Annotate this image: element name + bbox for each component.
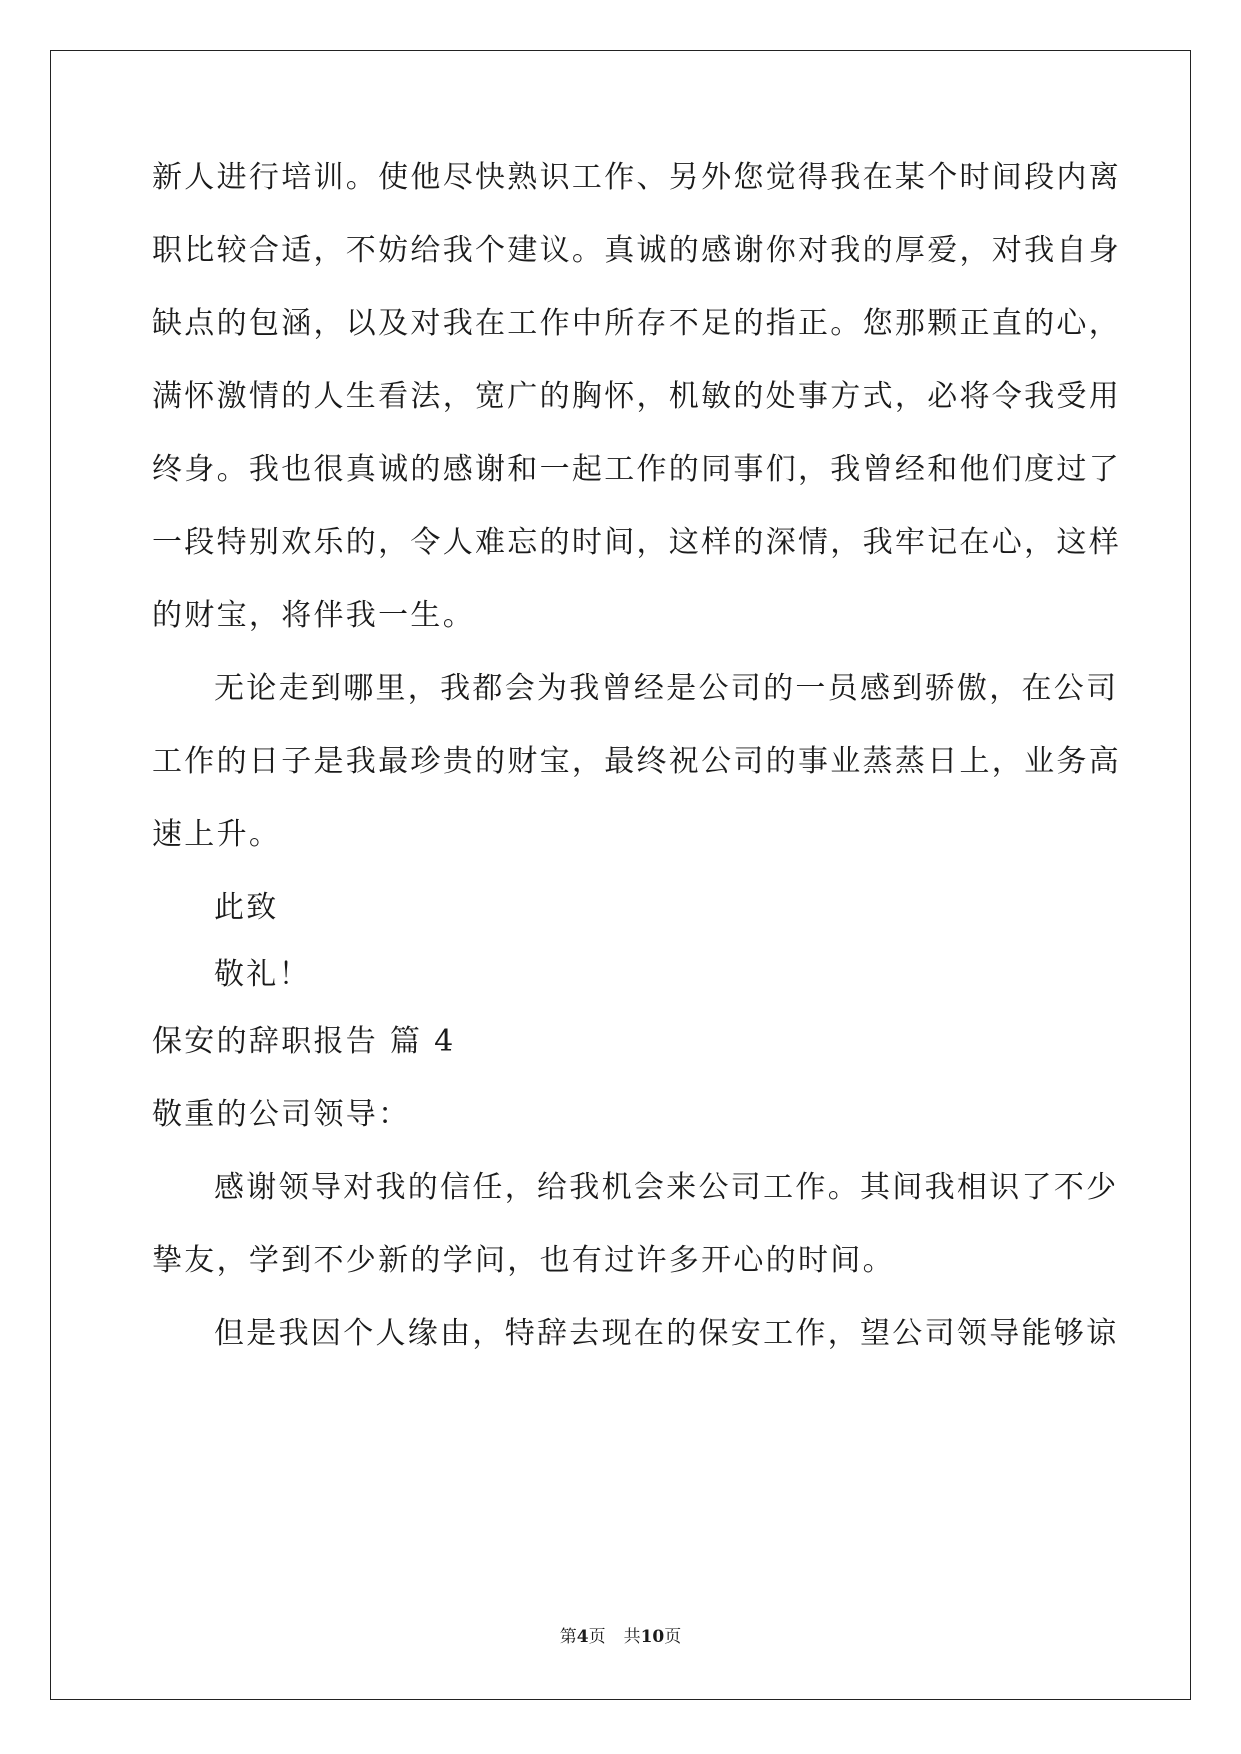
section-heading: 保安的辞职报告 篇 4 — [152, 1024, 456, 1059]
page-suffix: 页 — [588, 1627, 606, 1647]
page-border — [50, 50, 1191, 1700]
body-line: 的财宝，将伴我一生。 — [152, 598, 475, 633]
body-line: 新人进行培训。使他尽快熟识工作、另外您觉得我在某个时间段内离 — [152, 160, 1121, 195]
body-line: 挚友，学到不少新的学问，也有过许多开心的时间。 — [152, 1243, 895, 1278]
paragraph-start-line: 无论走到哪里，我都会为我曾经是公司的一员感到骄傲，在公司 — [214, 671, 1119, 706]
total-suffix: 页 — [664, 1627, 682, 1647]
page-footer — [0, 1627, 1241, 1647]
page-prefix: 第 — [559, 1627, 577, 1647]
closing-regards: 敬礼！ — [214, 957, 311, 992]
body-line: 满怀激情的人生看法，宽广的胸怀，机敏的处事方式，必将令我受用 — [152, 379, 1121, 414]
body-line: 一段特别欢乐的，令人难忘的时间，这样的深情，我牢记在心，这样 — [152, 525, 1121, 560]
total-pages: 10 — [640, 1627, 665, 1647]
closing-salutation: 此致 — [214, 890, 279, 925]
body-line: 职比较合适，不妨给我个建议。真诚的感谢你对我的厚爱，对我自身 — [152, 233, 1121, 268]
body-line: 终身。我也很真诚的感谢和一起工作的同事们，我曾经和他们度过了 — [152, 452, 1121, 487]
total-prefix: 共 — [623, 1627, 641, 1647]
body-line: 速上升。 — [152, 817, 282, 852]
paragraph-start-line: 感谢领导对我的信任，给我机会来公司工作。其间我相识了不少 — [214, 1170, 1119, 1205]
body-line: 工作的日子是我最珍贵的财宝，最终祝公司的事业蒸蒸日上，业务高 — [152, 744, 1121, 779]
page-number: 4 — [576, 1627, 589, 1647]
paragraph-start-line: 但是我因个人缘由，特辞去现在的保安工作，望公司领导能够谅 — [214, 1316, 1119, 1351]
body-line: 缺点的包涵，以及对我在工作中所存不足的指正。您那颗正直的心， — [152, 306, 1121, 341]
letter-greeting: 敬重的公司领导： — [152, 1097, 411, 1132]
